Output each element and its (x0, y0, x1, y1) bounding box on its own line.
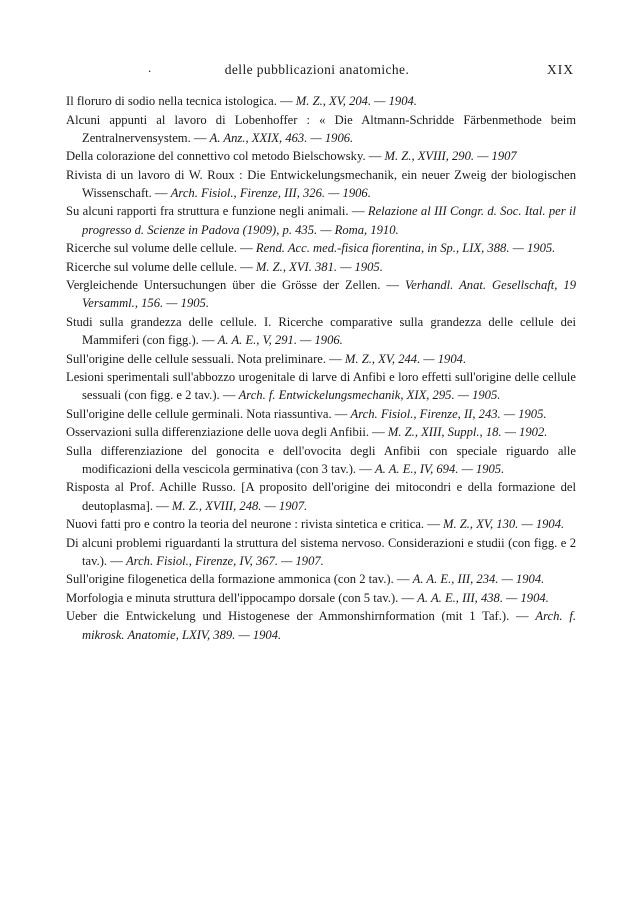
bibliography-entry (66, 239, 576, 257)
entry-source: M. Z., XV, 130. — 1904. (442, 517, 565, 532)
page-number: XIX (547, 62, 574, 77)
entry-source: Arch. f. Entwickelungsmechanik, XIX, 295. — 1905. (238, 388, 501, 403)
bibliography-entry (66, 570, 576, 588)
bibliography-entry (66, 478, 576, 514)
entry-title: Vergleichende Untersuchungen über die Grösse der Zellen. — (66, 278, 405, 293)
bibliography-entry (66, 313, 576, 349)
entry-title: Nuovi fatti pro e contro la teoria del neurone : rivista sintetica e critica. — (66, 517, 443, 532)
bibliography-entry (66, 589, 576, 607)
entry-title: Risposta al Prof. Achille Russo. [A proposito dell'origine dei mitocondri e della formazione del deutoplasma]. — (66, 480, 576, 513)
bibliography-entry (66, 515, 576, 533)
bibliography-entry (66, 92, 576, 110)
bibliography-entry (66, 423, 576, 441)
entry-title: Ueber die Entwickelung und Histogenese der Ammonshirnformation (mit 1 Taf.). — (66, 609, 536, 624)
entry-source: A. A. E., V, 291. — 1906. (217, 333, 343, 348)
header-title: delle pubblicazioni anatomiche. (224, 62, 410, 77)
entry-title: Sull'origine filogenetica della formazione ammonica (con 2 tav.). — (66, 572, 413, 587)
entry-title: Ricerche sul volume delle cellule. — (66, 259, 256, 274)
entry-title: Su alcuni rapporti fra struttura e funzione negli animali. — (66, 204, 368, 219)
entry-source: M. Z., XVIII, 290. — 1907 (384, 149, 517, 164)
entry-source: A. A. E., IV, 694. — 1905. (374, 461, 505, 476)
entry-source: Arch. Fisiol., Firenze, II, 243. — 1905. (350, 406, 547, 421)
entry-source: Arch. f. mikrosk. Anatomie, LXIV, 389. — 1904. (82, 609, 576, 642)
entry-source: Arch. Fisiol., Firenze, IV, 367. — 1907. (125, 553, 324, 568)
entry-title: Rivista di un lavoro di W. Roux : Die Entwickelungsmechanik, ein neuer Zweig der biologischen Wissenschaft. — (66, 167, 576, 200)
entry-source: A. A. E., III, 438. — 1904. (417, 590, 549, 605)
entry-source: Relazione al III Congr. d. Soc. Ital. per il progresso d. Scienze in Padova (1909), p. 435. — Roma, 1910. (82, 204, 576, 237)
bibliography-entry (66, 258, 576, 276)
entry-source: M. Z., XVI. 381. — 1905. (255, 259, 383, 274)
entry-source: A. A. E., III, 234. — 1904. (412, 572, 545, 587)
entry-source: A. Anz., XXIX, 463. — 1906. (209, 130, 354, 145)
entry-title: Della colorazione del connettivo col metodo Bielschowsky. — (66, 149, 385, 164)
running-header (60, 62, 574, 82)
entry-title: Studi sulla grandezza delle cellule. I. Ricerche comparative sulla grandezza delle cellule dei Mammiferi (con figg.). — (66, 314, 576, 348)
entry-source: Verhandl. Anat. Gesellschaft, 19 Versamml., 156. — 1905. (82, 278, 576, 311)
entry-source: M. Z., XV, 204. — 1904. (295, 94, 417, 108)
entry-title: Lesioni sperimentali sull'abbozzo urogenitale di larve di Anfibi e loro effetti sull'origine delle cellule sessuali (con figg. e 2 tav.). — (66, 370, 576, 403)
bibliography-entry (66, 202, 576, 238)
header-mark: . (148, 60, 152, 75)
entry-title: Osservazioni sulla differenziazione delle uova degli Anfibii. — (66, 425, 388, 440)
entry-title: Il floruro di sodio nella tecnica istologica. — (66, 94, 296, 108)
entry-source: M. Z., XV, 244. — 1904. (344, 351, 467, 366)
entry-source: Rend. Acc. med.-fisica fiorentina, in Sp., LIX, 388. — 1905. (255, 241, 556, 256)
bibliography-entry (66, 111, 576, 147)
entry-title: Ricerche sul volume delle cellule. — (66, 241, 256, 256)
bibliography-entry (66, 350, 576, 368)
bibliography-entry (66, 534, 576, 570)
bibliography-entry (66, 368, 576, 404)
entry-source: M. Z., XVIII, 248. — 1907. (171, 498, 308, 513)
entry-title: Di alcuni problemi riguardanti la struttura del sistema nervoso. Considerazioni e studii (con figg. e 2 tav.). — (66, 535, 576, 568)
entry-title: Sull'origine delle cellule germinali. Nota riassuntiva. — (66, 406, 351, 421)
entry-title: Alcuni appunti al lavoro di Lobenhoffer : « Die Altmann-Schridde Färbenmethode beim Zentralnervensystem. — (66, 112, 576, 145)
bibliography-entry (66, 442, 576, 478)
bibliography-list (66, 92, 576, 644)
entry-source: M. Z., XIII, Suppl., 18. — 1902. (387, 425, 548, 440)
bibliography-entry (66, 405, 576, 423)
entry-title: Sulla differenziazione del gonocita e dell'ovocita degli Anfibii con speciale riguardo alle modificazioni della vescicola germinativa (con 3 tav.). — (66, 443, 576, 476)
bibliography-entry (66, 147, 576, 165)
entry-title: Morfologia e minuta struttura dell'ippocampo dorsale (con 5 tav.). — (66, 590, 418, 605)
entry-source: Arch. Fisiol., Firenze, III, 326. — 1906. (170, 185, 371, 200)
entry-title: Sull'origine delle cellule sessuali. Nota preliminare. — (66, 351, 345, 366)
bibliography-entry (66, 276, 576, 312)
bibliography-entry (66, 607, 576, 643)
bibliography-entry (66, 166, 576, 202)
